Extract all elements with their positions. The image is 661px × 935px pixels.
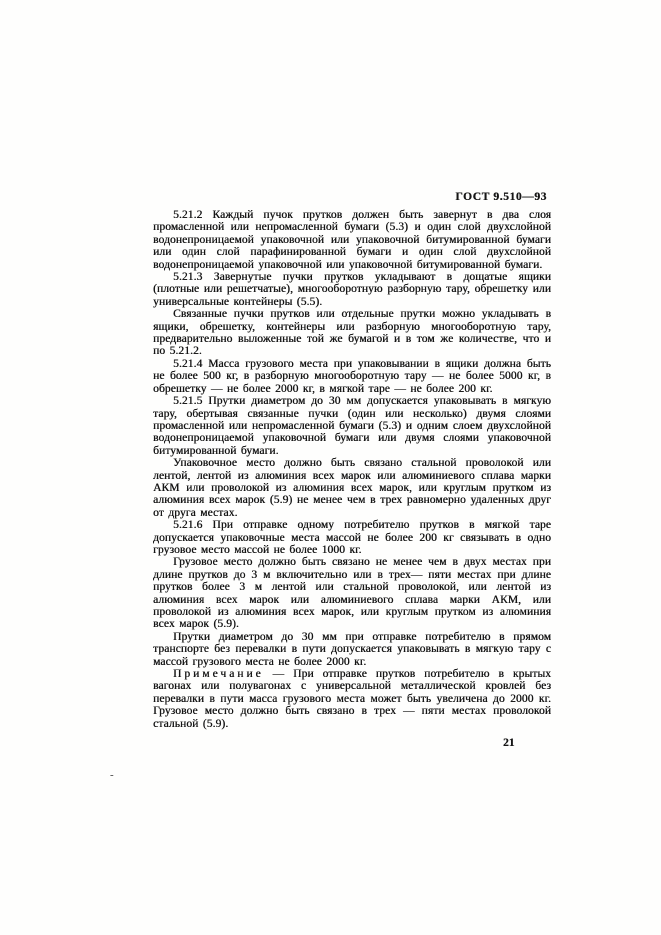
paragraph: 5.21.6 При отправке одному потребителю прутков в мягкой таре допускается упаковочные места массой не более 200 кг связывать в одно грузовое место массой не более 1000 кг. — [153, 519, 551, 556]
paragraph: Связанные пучки прутков или отдельные прутки можно укладывать в ящики, обрешетку, контейнеры или разборную многооборотную тару, предварительно выложенные той же бумагой и в том же количестве, что и по 5.21.2. — [153, 308, 551, 358]
text-column — [153, 191, 551, 730]
document-body — [153, 209, 551, 730]
note-text: — При отправке прутков потребителю в крытых вагонах или полувагонах с универсальной металлической кровлей без перевалки в пути масса грузового места может быть увеличена до 2000 кг. Грузовое место должно быть связано в трех — пяти местах проволокой стальной (5.9). — [153, 668, 551, 730]
note-paragraph — [153, 668, 551, 730]
paragraph: 5.21.3 Завернутые пучки прутков укладывают в дощатые ящики (плотные или решетчатые), многооборотную разборную тару, обрешетку или универсальные контейнеры (5.5). — [153, 271, 551, 308]
note-label: Примечание — [173, 668, 264, 681]
paragraph: 5.21.4 Масса грузового места при упаковывании в ящики должна быть не более 500 кг, в разборную многооборотную тару — не более 5000 кг, в обрешетку — не более 2000 кг, в мягкой таре — не более 200 кг. — [153, 357, 551, 395]
document-code-header: ГОСТ 9.510—93 — [455, 191, 547, 203]
paragraph: Прутки диаметром до 30 мм при отправке потребителю в прямом транспорте без перевалки в пути допускается упаковывать в мягкую тару с массой грузового места не более 2000 кг. — [153, 630, 551, 668]
scan-artifact-dash: - — [110, 769, 114, 781]
paragraph: 5.21.5 Прутки диаметром до 30 мм допускается упаковывать в мягкую тару, обертывая связанные пучки (один или несколько) двумя слоями промасленной или непромасленной бумаги (5.3) и одним слоем двухслойной водонепроницаемой упаковочной бумаги или двумя слоями упаковочной битумированной бумаги. — [153, 395, 551, 457]
page-number: 21 — [503, 737, 515, 749]
paragraph: Грузовое место должно быть связано не менее чем в двух местах при длине прутков до 3 м включительно или в трех— пяти местах при длине прутков более 3 м лентой или стальной проволокой, или лентой из алюминия всех марок или алюминиевого сплава марки АКМ, или проволокой из алюминия всех марок, или круглым прутком из алюминия всех марок (5.9). — [153, 556, 551, 631]
paragraph: Упаковочное место должно быть связано стальной проволокой или лентой, лентой из алюминия всех марок или алюминиевого сплава марки АКМ или проволокой из алюминия всех марок, или круглым прутком из алюминия всех марок (5.9) не менее чем в трех равномерно удаленных друг от друга местах. — [153, 457, 551, 519]
paragraph: 5.21.2 Каждый пучок прутков должен быть завернут в два слоя промасленной или непромасленной бумаги (5.3) и один слой двухслойной водонепроницаемой упаковочной или упаковочной битумированной бумаги или один слой парафинированной бумаги и один слой двухслойной водонепроницаемой упаковочной или упаковочной битумированной бумаги. — [153, 209, 551, 271]
